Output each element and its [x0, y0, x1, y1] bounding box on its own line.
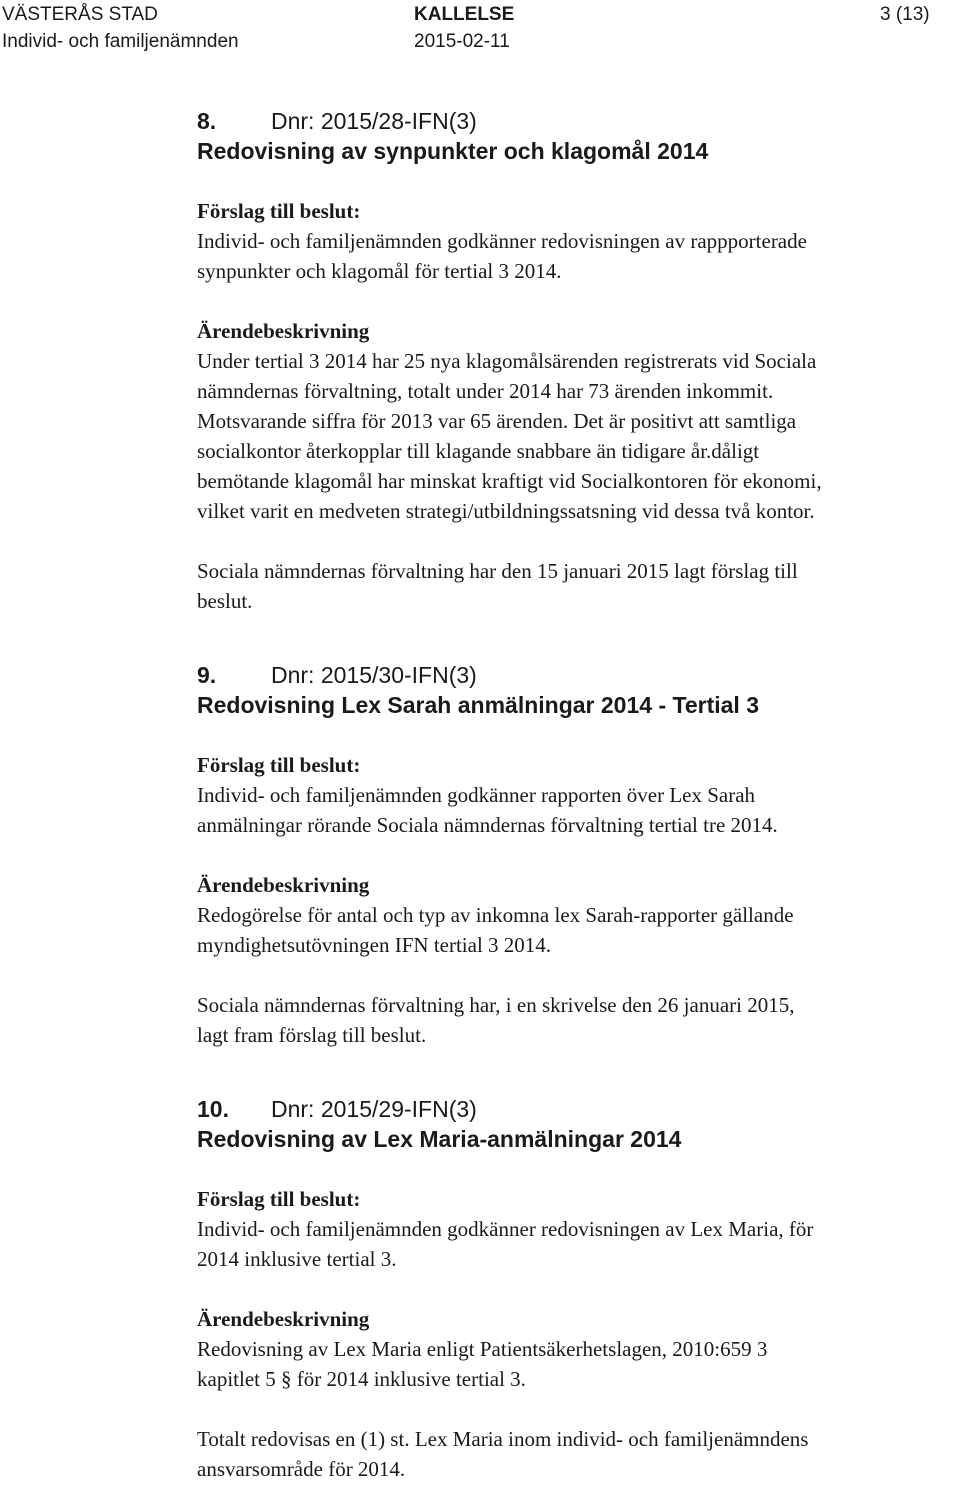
text-line: synpunkter och klagomål för tertial 3 2014.: [197, 259, 562, 283]
note-text: [197, 556, 942, 616]
text-line: Individ- och familjenämnden godkänner rapporten över Lex Sarah: [197, 783, 756, 807]
text-line: nämndernas förvaltning, totalt under 2014 har 73 ärenden inkommit.: [197, 379, 774, 403]
agenda-item: [197, 1094, 942, 1484]
text-line: socialkontor återkopplar till klagande snabbare än tidigare år.dåligt: [197, 439, 760, 463]
text-line: vilket varit en medveten strategi/utbildningssatsning vid dessa två kontor.: [197, 499, 815, 523]
proposal-text: [197, 1214, 942, 1274]
text-line: Sociala nämndernas förvaltning har, i en skrivelse den 26 januari 2015,: [197, 993, 795, 1017]
text-line: Motsvarande siffra för 2013 var 65 ärenden. Det är positivt att samtliga: [197, 409, 797, 433]
item-dnr: Dnr: 2015/29-IFN(3): [271, 1096, 477, 1122]
item-title: Redovisning Lex Sarah anmälningar 2014 - Tertial 3: [197, 692, 759, 718]
item-number: 9.: [197, 662, 217, 688]
text-line: Totalt redovisas en (1) st. Lex Maria inom individ- och familjenämndens: [197, 1427, 809, 1451]
proposal-label: Förslag till beslut:: [197, 1187, 361, 1211]
text-line: Individ- och familjenämnden godkänner redovisningen av Lex Maria, för: [197, 1217, 814, 1241]
header-org: VÄSTERÅS STAD: [2, 4, 158, 25]
text-line: myndighetsutövningen IFN tertial 3 2014.: [197, 933, 552, 957]
header-page-number: 3 (13): [880, 4, 930, 25]
header-doc-type: KALLELSE: [414, 4, 515, 25]
text-line: 2014 inklusive tertial 3.: [197, 1247, 397, 1271]
description-label: Ärendebeskrivning: [197, 319, 370, 343]
proposal-text: [197, 780, 942, 840]
item-title: Redovisning av synpunkter och klagomål 2014: [197, 138, 709, 164]
item-number-row: [197, 106, 942, 136]
note-text: [197, 990, 942, 1050]
text-line: Sociala nämndernas förvaltning har den 15 januari 2015 lagt förslag till: [197, 559, 798, 583]
text-line: beslut.: [197, 589, 253, 613]
text-line: Redogörelse för antal och typ av inkomna lex Sarah-rapporter gällande: [197, 903, 794, 927]
item-dnr: Dnr: 2015/30-IFN(3): [271, 662, 477, 688]
description-label: Ärendebeskrivning: [197, 873, 370, 897]
header-committee: Individ- och familjenämnden: [2, 31, 239, 52]
text-line: lagt fram förslag till beslut.: [197, 1023, 427, 1047]
agenda-item: [197, 106, 942, 616]
text-line: Redovisning av Lex Maria enligt Patientsäkerhetslagen, 2010:659 3: [197, 1337, 768, 1361]
header-date: 2015-02-11: [414, 31, 510, 52]
item-number-row: [197, 660, 942, 690]
proposal-label: Förslag till beslut:: [197, 199, 361, 223]
description-text: [197, 346, 942, 526]
item-number: 10.: [197, 1096, 229, 1122]
description-label: Ärendebeskrivning: [197, 1307, 370, 1331]
proposal-text: [197, 226, 942, 286]
proposal-label: Förslag till beslut:: [197, 753, 361, 777]
note-text: [197, 1424, 942, 1484]
text-line: Under tertial 3 2014 har 25 nya klagomålsärenden registrerats vid Sociala: [197, 349, 817, 373]
text-line: anmälningar rörande Sociala nämndernas förvaltning tertial tre 2014.: [197, 813, 778, 837]
item-number: 8.: [197, 108, 217, 134]
item-title: Redovisning av Lex Maria-anmälningar 2014: [197, 1126, 682, 1152]
description-text: [197, 1334, 942, 1394]
agenda-items: [197, 106, 942, 1484]
text-line: bemötande klagomål har minskat kraftigt vid Socialkontoren för ekonomi,: [197, 469, 822, 493]
agenda-item: [197, 660, 942, 1050]
text-line: kapitlet 5 § för 2014 inklusive tertial 3.: [197, 1367, 526, 1391]
item-dnr: Dnr: 2015/28-IFN(3): [271, 108, 477, 134]
item-number-row: [197, 1094, 942, 1124]
description-text: [197, 900, 942, 960]
text-line: ansvarsområde för 2014.: [197, 1457, 406, 1481]
text-line: Individ- och familjenämnden godkänner redovisningen av rappporterade: [197, 229, 807, 253]
